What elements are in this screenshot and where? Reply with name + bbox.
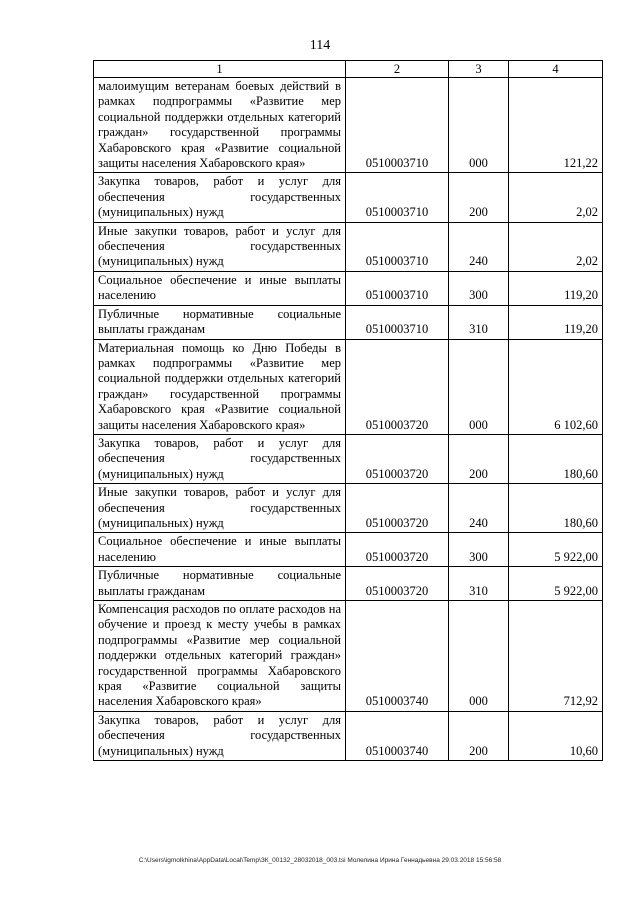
row-target-code: 0510003710 bbox=[346, 271, 449, 305]
row-amount: 6 102,60 bbox=[509, 339, 603, 434]
row-expense-type: 200 bbox=[449, 434, 509, 483]
row-amount: 180,60 bbox=[509, 484, 603, 533]
table-row bbox=[94, 339, 603, 434]
row-expense-type: 240 bbox=[449, 484, 509, 533]
row-target-code: 0510003740 bbox=[346, 601, 449, 712]
row-name: Закупка товаров, работ и услуг для обеспечения государственных (муниципальных) нужд bbox=[94, 173, 346, 222]
row-target-code: 0510003710 bbox=[346, 78, 449, 173]
row-amount: 5 922,00 bbox=[509, 567, 603, 601]
column-header-2: 2 bbox=[346, 61, 449, 78]
row-amount: 5 922,00 bbox=[509, 533, 603, 567]
row-target-code: 0510003720 bbox=[346, 484, 449, 533]
row-expense-type: 300 bbox=[449, 271, 509, 305]
row-expense-type: 310 bbox=[449, 567, 509, 601]
row-expense-type: 310 bbox=[449, 305, 509, 339]
row-name: Закупка товаров, работ и услуг для обеспечения государственных (муниципальных) нужд bbox=[94, 711, 346, 760]
table-row bbox=[94, 434, 603, 483]
table-row bbox=[94, 484, 603, 533]
row-target-code: 0510003720 bbox=[346, 339, 449, 434]
row-target-code: 0510003710 bbox=[346, 222, 449, 271]
table-row bbox=[94, 711, 603, 760]
row-amount: 712,92 bbox=[509, 601, 603, 712]
row-name: Иные закупки товаров, работ и услуг для обеспечения государственных (муниципальных) нужд bbox=[94, 222, 346, 271]
row-name: Иные закупки товаров, работ и услуг для обеспечения государственных (муниципальных) нужд bbox=[94, 484, 346, 533]
row-target-code: 0510003720 bbox=[346, 533, 449, 567]
row-amount: 119,20 bbox=[509, 305, 603, 339]
row-amount: 180,60 bbox=[509, 434, 603, 483]
row-name: Компенсация расходов по оплате расходов на обучение и проезд к месту учебы в рамках подпрограммы «Развитие мер социальной поддержки отдельных категорий граждан» государственной программы Хабаровского края «Развитие социальной защиты населения Хабаровского края» bbox=[94, 601, 346, 712]
row-expense-type: 200 bbox=[449, 173, 509, 222]
row-name: Материальная помощь ко Дню Победы в рамках подпрограммы «Развитие мер социальной поддержки отдельных категорий граждан» государственной программы Хабаровского края «Развитие социальной защиты населения Хабаровского края» bbox=[94, 339, 346, 434]
table-row bbox=[94, 271, 603, 305]
table-row bbox=[94, 173, 603, 222]
row-expense-type: 200 bbox=[449, 711, 509, 760]
table-row bbox=[94, 78, 603, 173]
row-expense-type: 300 bbox=[449, 533, 509, 567]
row-name: малоимущим ветеранам боевых действий в рамках подпрограммы «Развитие мер социальной поддержки отдельных категорий граждан» государственной программы Хабаровского края «Развитие социальной защиты населения Хабаровского края» bbox=[94, 78, 346, 173]
row-target-code: 0510003710 bbox=[346, 173, 449, 222]
budget-table bbox=[93, 60, 603, 761]
row-target-code: 0510003740 bbox=[346, 711, 449, 760]
table-row bbox=[94, 222, 603, 271]
table-header bbox=[94, 61, 603, 78]
table-row bbox=[94, 305, 603, 339]
row-name: Публичные нормативные социальные выплаты гражданам bbox=[94, 567, 346, 601]
row-expense-type: 000 bbox=[449, 339, 509, 434]
file-path-footer: C:\Users\igmolkhina\AppData\Local\Temp\ЗК_00132_28032018_003.tsi Молелина Ирина Геннадьевна 29.03.2018 15:56:58 bbox=[138, 857, 502, 864]
column-header-4: 4 bbox=[509, 61, 603, 78]
row-amount: 10,60 bbox=[509, 711, 603, 760]
row-name: Социальное обеспечение и иные выплаты населению bbox=[94, 271, 346, 305]
row-expense-type: 000 bbox=[449, 601, 509, 712]
table-row bbox=[94, 533, 603, 567]
row-name: Закупка товаров, работ и услуг для обеспечения государственных (муниципальных) нужд bbox=[94, 434, 346, 483]
column-header-1: 1 bbox=[94, 61, 346, 78]
page-number: 114 bbox=[309, 38, 331, 53]
table-body bbox=[94, 78, 603, 761]
row-target-code: 0510003720 bbox=[346, 434, 449, 483]
row-target-code: 0510003710 bbox=[346, 305, 449, 339]
row-target-code: 0510003720 bbox=[346, 567, 449, 601]
table-row bbox=[94, 601, 603, 712]
row-expense-type: 240 bbox=[449, 222, 509, 271]
table-row bbox=[94, 567, 603, 601]
row-amount: 121,22 bbox=[509, 78, 603, 173]
row-expense-type: 000 bbox=[449, 78, 509, 173]
row-amount: 2,02 bbox=[509, 222, 603, 271]
row-amount: 119,20 bbox=[509, 271, 603, 305]
column-header-3: 3 bbox=[449, 61, 509, 78]
row-name: Социальное обеспечение и иные выплаты населению bbox=[94, 533, 346, 567]
row-name: Публичные нормативные социальные выплаты гражданам bbox=[94, 305, 346, 339]
row-amount: 2,02 bbox=[509, 173, 603, 222]
